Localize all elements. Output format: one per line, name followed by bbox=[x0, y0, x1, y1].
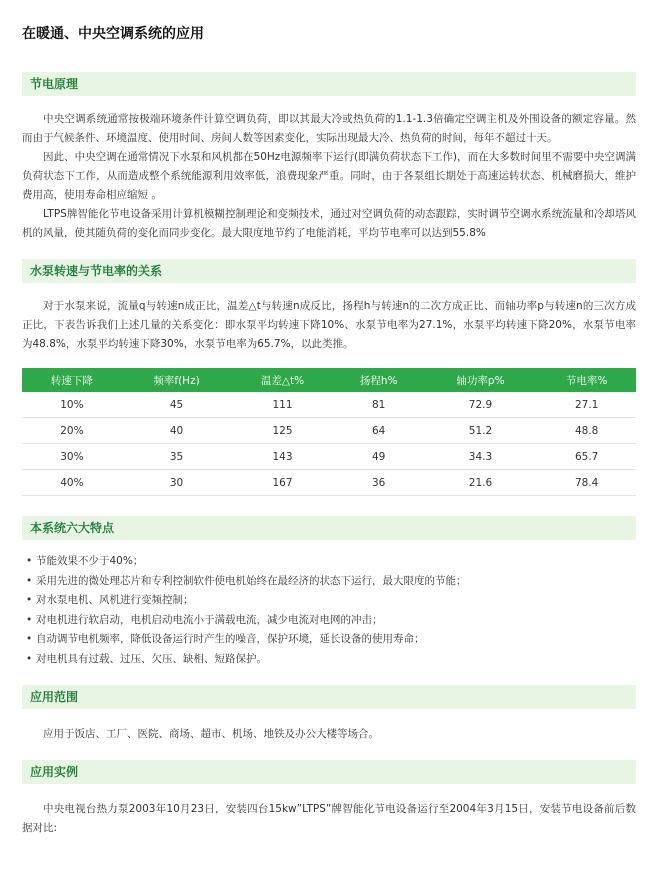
bullet-icon: • bbox=[26, 652, 33, 665]
table-cell: 167 bbox=[231, 470, 333, 496]
example-paragraph: 中央电视台热力泵2003年10月23日，安装四台15kw”LTPS”牌智能化节电设备运行至2004年3月15日，安装节电设备前后数据对比: bbox=[22, 803, 636, 834]
relation-paragraph: 对于水泵来说，流量q与转速n成正比，温差△t与转速n成反比，扬程h与转速n的二次方成正比、而轴功率p与转速n的三次方成正比，下表告诉我们上述几量的关系变化：即水泵平均转速下降10%、水泵节电率为27.1%，水泵平均转速下降20%，水泵节电率为48.8%，水泵平均转速下降30%，水泵节电率为65.7%，以此类推。 bbox=[22, 300, 636, 350]
feature-text: 对水泵电机、风机进行变频控制； bbox=[36, 594, 194, 606]
table-row bbox=[22, 470, 636, 496]
list-item bbox=[22, 591, 636, 611]
bullet-icon: • bbox=[26, 613, 33, 626]
principle-paragraph: 因此、中央空调在通常情况下水泵和风机都在50Hz电源频率下运行(即满负荷状态下工作)，而在大多数时间里不需要中央空调满负荷状态下工作，从而造成整个系统能源利用效率低，浪费现象严重。同时，由于各泵组长期处于高速运转状态、机械磨损大，维护费用高，使用寿命相应缩短 。 bbox=[22, 151, 636, 201]
table-cell: 45 bbox=[122, 392, 232, 418]
table-cell: 125 bbox=[231, 418, 333, 444]
section-header-principle: 节电原理 bbox=[22, 72, 636, 96]
feature-text: 对电机具有过载、过压、欠压、缺相、短路保护。 bbox=[36, 652, 267, 665]
scope-paragraph: 应用于饭店、工厂、医院、商场、超市、机场、地铁及办公大楼等场合。 bbox=[43, 728, 379, 740]
list-item bbox=[22, 572, 636, 592]
table-header-cell: 轴功率p% bbox=[424, 368, 538, 392]
section-header-features: 本系统六大特点 bbox=[22, 516, 636, 540]
table-cell: 49 bbox=[334, 444, 424, 470]
principle-paragraph: LTPS牌智能化节电设备采用计算机模糊控制理论和变频技术，通过对空调负荷的动态跟踪，实时调节空调水系统流量和冷却塔风机的风量，使其随负荷的变化而同步变化。最大限度地节约了电能消耗，平均节电率可以达到55.8% bbox=[22, 208, 636, 239]
list-item bbox=[22, 611, 636, 631]
table-cell: 48.8 bbox=[537, 418, 636, 444]
feature-text: 对电机进行软启动，电机启动电流小于满载电流，减少电流对电网的冲击； bbox=[36, 613, 383, 626]
table-header-row bbox=[22, 368, 636, 392]
principle-paragraph: 中央空调系统通常按极端环境条件计算空调负荷，即以其最大冷或热负荷的1.1-1.3倍确定空调主机及外围设备的额定容量。然而由于气候条件、环境温度、使用时间、房间人数等因素变化，实际出现最大冷、热负荷的时间，每年不超过十天。 bbox=[22, 113, 636, 144]
table-cell: 65.7 bbox=[537, 444, 636, 470]
feature-text: 采用先进的微处理芯片和专利控制软件使电机始终在最经济的状态下运行，最大限度的节能； bbox=[36, 574, 467, 587]
table-cell: 51.2 bbox=[424, 418, 538, 444]
principle-body bbox=[22, 110, 636, 243]
table-cell: 40% bbox=[22, 470, 122, 496]
example-body bbox=[22, 800, 636, 838]
bullet-icon: • bbox=[26, 594, 33, 606]
relation-body bbox=[22, 297, 636, 354]
list-item bbox=[22, 552, 636, 572]
table-header-cell: 温差△t% bbox=[231, 368, 333, 392]
section-header-scope: 应用范围 bbox=[22, 685, 636, 709]
table-cell: 35 bbox=[122, 444, 232, 470]
table-cell: 78.4 bbox=[537, 470, 636, 496]
table-cell: 40 bbox=[122, 418, 232, 444]
table-cell: 143 bbox=[231, 444, 333, 470]
feature-text: 节能效果不少于40%； bbox=[36, 555, 144, 567]
table-cell: 34.3 bbox=[424, 444, 538, 470]
table-cell: 21.6 bbox=[424, 470, 538, 496]
table-cell: 10% bbox=[22, 392, 122, 418]
table-cell: 72.9 bbox=[424, 392, 538, 418]
table-cell: 20% bbox=[22, 418, 122, 444]
table-cell: 30 bbox=[122, 470, 232, 496]
table-header-cell: 转速下降 bbox=[22, 368, 122, 392]
bullet-icon: • bbox=[26, 633, 33, 645]
table-cell: 111 bbox=[231, 392, 333, 418]
list-item bbox=[22, 630, 636, 650]
bullet-icon: • bbox=[26, 574, 33, 587]
list-item bbox=[22, 650, 636, 670]
table-cell: 36 bbox=[334, 470, 424, 496]
relation-table bbox=[22, 368, 636, 496]
page-title: 在暖通、中央空调系统的应用 bbox=[22, 26, 204, 42]
table-cell: 81 bbox=[334, 392, 424, 418]
table-cell: 64 bbox=[334, 418, 424, 444]
table-cell: 27.1 bbox=[537, 392, 636, 418]
section-header-relation: 水泵转速与节电率的关系 bbox=[22, 259, 636, 283]
scope-body bbox=[22, 725, 636, 744]
section-header-example: 应用实例 bbox=[22, 760, 636, 784]
table-row bbox=[22, 444, 636, 470]
feature-text: 自动调节电机频率，降低设备运行时产生的噪音，保护环境，延长设备的使用寿命； bbox=[36, 633, 425, 645]
features-list bbox=[22, 552, 636, 669]
table-header-cell: 节电率% bbox=[537, 368, 636, 392]
bullet-icon: • bbox=[26, 555, 33, 567]
table-row bbox=[22, 392, 636, 418]
table-header-cell: 频率f(Hz) bbox=[122, 368, 232, 392]
table-cell: 30% bbox=[22, 444, 122, 470]
table-header-cell: 扬程h% bbox=[334, 368, 424, 392]
table-row bbox=[22, 418, 636, 444]
